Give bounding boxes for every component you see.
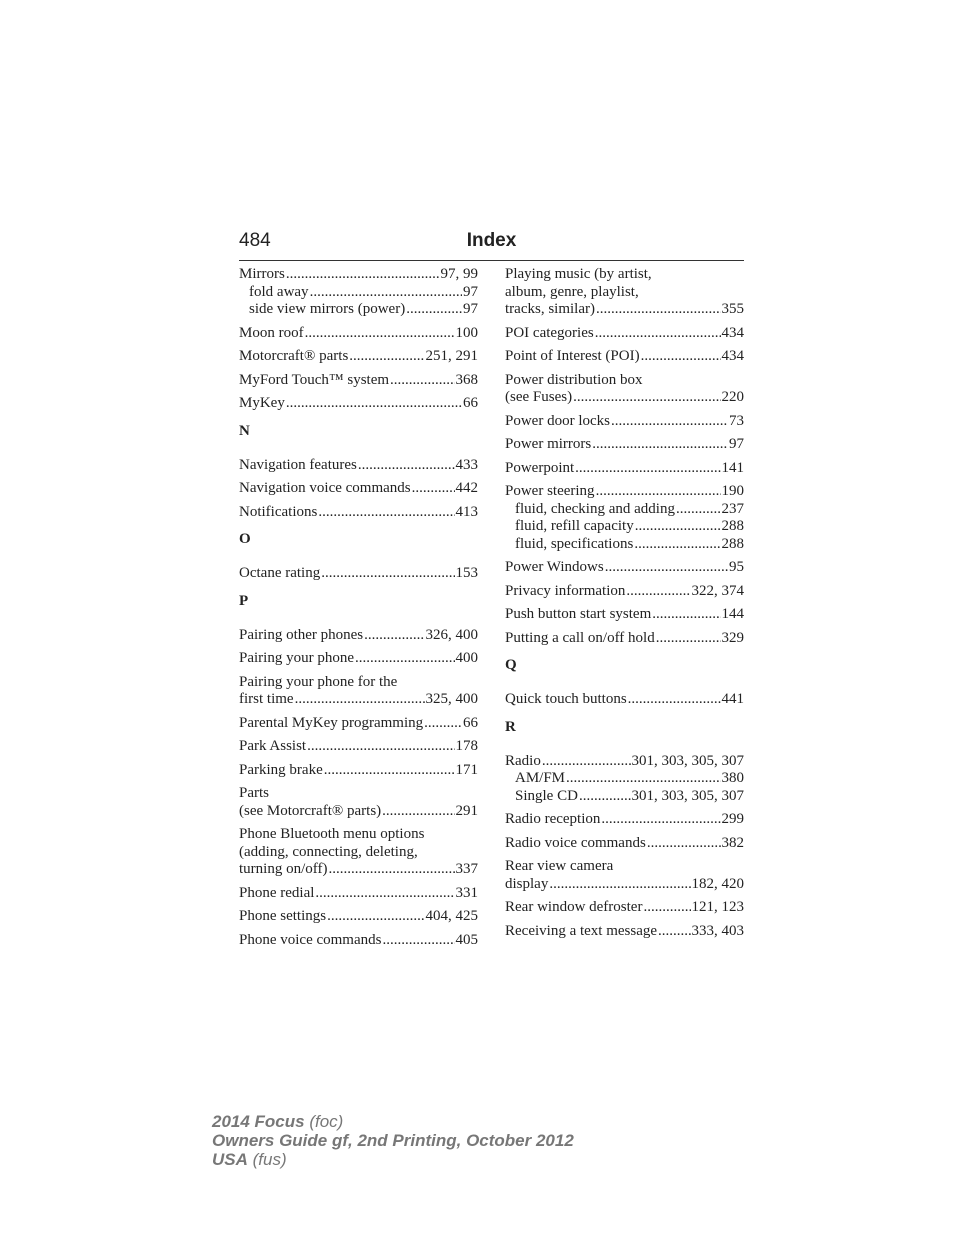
index-section-letter: Q	[505, 657, 517, 673]
index-entry	[505, 348, 744, 366]
index-entry	[505, 753, 744, 806]
entry-text: Moon roof	[239, 324, 304, 341]
dot-leader	[626, 583, 690, 601]
dot-leader	[643, 899, 690, 917]
entry-text: Pairing your phone for the	[239, 673, 398, 690]
dot-leader	[328, 861, 454, 879]
footer-line-2: Owners Guide gf, 2nd Printing, October 2012	[212, 1131, 574, 1150]
entry-page-numbers: 322, 374	[691, 582, 744, 599]
index-entry-line	[505, 325, 744, 343]
entry-text: (see Motorcraft® parts)	[239, 802, 382, 819]
index-section-letter: N	[239, 422, 250, 439]
entry-text: side view mirrors (power)	[249, 301, 406, 317]
entry-text: MyFord Touch™ system	[239, 371, 390, 388]
entry-text: Motorcraft® parts	[239, 348, 349, 364]
entry-page-numbers: 291	[455, 802, 478, 819]
entry-page-numbers: 141	[721, 459, 744, 476]
index-entry-line	[239, 785, 478, 803]
dot-leader	[305, 325, 455, 343]
dot-leader	[318, 504, 454, 522]
index-entry-line	[505, 811, 744, 829]
entry-text: Phone settings	[239, 908, 327, 924]
dot-leader	[573, 389, 720, 407]
index-subentry-line	[505, 536, 744, 554]
index-entry-line	[505, 436, 744, 454]
entry-text: Parking brake	[239, 761, 323, 778]
footer	[212, 1112, 574, 1169]
dot-leader	[566, 770, 720, 788]
dot-leader	[286, 395, 462, 413]
index-entry-line	[505, 876, 744, 894]
entry-page-numbers: 153	[455, 565, 478, 581]
index-entry-line	[505, 899, 744, 917]
index-entry	[239, 395, 478, 413]
entry-page-numbers: 433	[455, 456, 478, 473]
entry-text: Mirrors	[239, 266, 285, 282]
entry-page-numbers: 97	[463, 301, 478, 317]
entry-text: Phone redial	[239, 884, 315, 901]
dot-leader	[364, 627, 424, 645]
index-entry-line	[505, 266, 744, 284]
index-entry-line	[505, 348, 744, 366]
dot-leader	[295, 691, 425, 709]
index-subentry-line	[505, 518, 744, 536]
index-subentry-line	[505, 501, 744, 519]
index-entry	[239, 372, 478, 390]
index-entry-line	[239, 325, 478, 343]
entry-page-numbers: 434	[721, 324, 744, 341]
dot-leader	[349, 348, 424, 366]
entry-page-numbers: 301, 303, 305, 307	[631, 787, 744, 804]
index-entry-line	[239, 348, 478, 366]
entry-text: fold away	[249, 283, 309, 300]
dot-leader	[424, 715, 462, 733]
entry-text: Parts	[239, 785, 269, 801]
dot-leader	[390, 372, 454, 390]
entry-text: Quick touch buttons	[505, 691, 627, 707]
index-entry-line	[239, 480, 478, 498]
index-section-letter: R	[505, 718, 516, 735]
entry-page-numbers: 326, 400	[425, 626, 478, 643]
entry-text: (see Fuses)	[505, 389, 573, 405]
index-entry-line	[239, 565, 478, 583]
entry-page-numbers: 97	[729, 436, 744, 452]
index-entry	[505, 923, 744, 941]
entry-page-numbers: 413	[455, 503, 478, 520]
dot-leader	[382, 803, 454, 821]
entry-text: Navigation features	[239, 456, 357, 473]
entry-page-numbers: 144	[721, 606, 744, 622]
entry-page-numbers: 66	[463, 714, 478, 731]
index-entry-line	[239, 908, 478, 926]
index-entry-line	[505, 559, 744, 577]
entry-page-numbers: 325, 400	[425, 691, 478, 707]
entry-page-numbers: 171	[455, 761, 478, 778]
entry-page-numbers: 404, 425	[425, 908, 478, 924]
entry-page-numbers: 100	[455, 324, 478, 341]
entry-text: Push button start system	[505, 606, 652, 622]
index-entry-line	[505, 583, 744, 601]
index-entry-line	[505, 858, 744, 876]
index-entry	[505, 606, 744, 624]
dot-leader	[310, 284, 462, 302]
index-subentry-line	[505, 788, 744, 806]
index-entry	[239, 762, 478, 780]
entry-page-numbers: 337	[455, 861, 478, 877]
entry-text: POI categories	[505, 324, 594, 341]
index-entry-line	[505, 691, 744, 709]
index-subentry-line	[239, 284, 478, 302]
dot-leader	[592, 436, 728, 454]
entry-page-numbers: 331	[455, 884, 478, 901]
entry-page-numbers: 97, 99	[440, 266, 478, 282]
index-entry-line	[239, 803, 478, 821]
entry-text: Rear view camera	[505, 858, 614, 874]
index-entry	[239, 826, 478, 879]
dot-leader	[635, 518, 721, 536]
dot-leader	[307, 738, 454, 756]
index-entry-line	[239, 762, 478, 780]
entry-text: fluid, specifications	[515, 535, 634, 552]
index-entry-line	[505, 923, 744, 941]
index-entry	[239, 565, 478, 583]
index-entry	[239, 674, 478, 709]
index-subentry-line	[239, 301, 478, 319]
entry-page-numbers: 299	[721, 811, 744, 827]
index-entry-line	[505, 483, 744, 501]
entry-text: display	[505, 875, 549, 892]
entry-text: Power mirrors	[505, 436, 592, 452]
entry-page-numbers: 380	[721, 770, 744, 786]
entry-text: Radio voice commands	[505, 834, 646, 851]
dot-leader	[641, 348, 721, 366]
dot-leader	[596, 301, 721, 319]
entry-page-numbers: 434	[721, 348, 744, 364]
entry-text: Single CD	[515, 787, 578, 804]
index-entry	[239, 908, 478, 926]
entry-text: Privacy information	[505, 582, 626, 599]
index-entry-line	[239, 691, 478, 709]
index-entry-line	[505, 606, 744, 624]
entry-text: tracks, similar)	[505, 301, 595, 317]
dot-leader	[315, 885, 454, 903]
index-entry-line	[239, 885, 478, 903]
index-entry	[505, 460, 744, 478]
entry-page-numbers: 442	[455, 480, 478, 496]
entry-text: Navigation voice commands	[239, 480, 411, 496]
entry-text: Power distribution box	[505, 371, 643, 388]
entry-text: Powerpoint	[505, 459, 575, 476]
index-entry-line	[239, 715, 478, 733]
dot-leader	[542, 753, 631, 771]
entry-text: Power steering	[505, 483, 595, 499]
index-entry-line	[239, 395, 478, 413]
entry-text: Point of Interest (POI)	[505, 348, 640, 364]
entry-text: album, genre, playlist,	[505, 283, 639, 300]
index-entry	[239, 266, 478, 319]
index-section-letter: P	[239, 592, 249, 609]
entry-text: Octane rating	[239, 565, 321, 581]
index-subentry-line	[505, 770, 744, 788]
entry-text: Rear window defroster	[505, 899, 643, 915]
dot-leader	[601, 811, 720, 829]
entry-text: Pairing your phone	[239, 650, 354, 666]
index-entry-line	[505, 284, 744, 302]
entry-text: Playing music (by artist,	[505, 266, 652, 282]
index-entry-line	[505, 753, 744, 771]
index-entry-line	[239, 826, 478, 844]
entry-text: Phone voice commands	[239, 931, 382, 948]
index-entry	[239, 348, 478, 366]
dot-leader	[611, 413, 728, 431]
index-entry-line	[505, 389, 744, 407]
index-entry-line	[239, 372, 478, 390]
index-entry-line	[239, 674, 478, 692]
dot-leader	[382, 932, 454, 950]
entry-page-numbers: 220	[721, 389, 744, 405]
dot-leader	[596, 483, 721, 501]
entry-page-numbers: 333, 403	[691, 922, 744, 939]
dot-leader	[676, 501, 721, 519]
entry-text: Parental MyKey programming	[239, 714, 424, 731]
index-entry	[505, 858, 744, 893]
index-entry-line	[505, 413, 744, 431]
dot-leader	[634, 536, 720, 554]
footer-line-1: 2014 Focus (foc)	[212, 1112, 344, 1131]
entry-text: Radio reception	[505, 811, 601, 827]
index-entry	[239, 885, 478, 903]
entry-text: MyKey	[239, 395, 285, 411]
index-column-right	[505, 266, 744, 946]
entry-text: Radio	[505, 752, 541, 769]
dot-leader	[286, 266, 440, 284]
entry-text: fluid, checking and adding	[515, 500, 675, 517]
index-entry	[505, 691, 744, 709]
index-entry	[505, 583, 744, 601]
entry-page-numbers: 251, 291	[425, 348, 478, 364]
entry-page-numbers: 288	[721, 535, 744, 552]
index-entry-line	[505, 630, 744, 648]
index-column-left	[239, 266, 478, 955]
index-entry	[239, 325, 478, 343]
index-entry	[505, 413, 744, 431]
index-entry	[505, 372, 744, 407]
dot-leader	[575, 460, 720, 478]
dot-leader	[355, 650, 455, 668]
index-entry	[505, 325, 744, 343]
entry-text: turning on/off)	[239, 861, 328, 877]
dot-leader	[358, 457, 455, 475]
entry-text: Putting a call on/off hold	[505, 629, 655, 646]
entry-page-numbers: 190	[721, 483, 744, 499]
entry-text: first time	[239, 691, 294, 707]
index-entry	[239, 627, 478, 645]
dot-leader	[321, 565, 454, 583]
entry-text: Park Assist	[239, 738, 307, 754]
entry-text: fluid, refill capacity	[515, 518, 634, 534]
dot-leader	[605, 559, 728, 577]
index-entry	[239, 785, 478, 820]
dot-leader	[656, 630, 721, 648]
entry-text: Power door locks	[505, 412, 610, 429]
index-entry	[505, 559, 744, 577]
index-entry	[505, 436, 744, 454]
entry-page-numbers: 95	[729, 559, 744, 575]
index-entry-line	[505, 460, 744, 478]
index-entry	[505, 630, 744, 648]
dot-leader	[579, 788, 631, 806]
dot-leader	[412, 480, 455, 498]
dot-leader	[652, 606, 720, 624]
index-section-letter: O	[239, 531, 251, 547]
entry-page-numbers: 66	[463, 395, 478, 411]
index-entry	[239, 480, 478, 498]
entry-page-numbers: 301, 303, 305, 307	[631, 752, 744, 769]
index-entry-line	[239, 844, 478, 862]
dot-leader	[324, 762, 455, 780]
index-entry	[505, 811, 744, 829]
index-entry-line	[239, 650, 478, 668]
entry-page-numbers: 73	[729, 412, 744, 429]
dot-leader	[549, 876, 690, 894]
entry-page-numbers: 405	[455, 931, 478, 948]
index-entry-line	[239, 627, 478, 645]
index-entry	[239, 650, 478, 668]
dot-leader	[406, 301, 462, 319]
index-entry	[239, 504, 478, 522]
entry-page-numbers: 441	[721, 691, 744, 707]
index-entry-line	[505, 301, 744, 319]
entry-page-numbers: 329	[721, 629, 744, 646]
entry-page-numbers: 182, 420	[691, 875, 744, 892]
index-entry	[239, 715, 478, 733]
index-entry-line	[239, 457, 478, 475]
dot-leader	[628, 691, 721, 709]
entry-page-numbers: 178	[455, 738, 478, 754]
dot-leader	[658, 923, 690, 941]
index-entry	[505, 835, 744, 853]
index-entry	[505, 899, 744, 917]
index-entry-line	[239, 861, 478, 879]
entry-page-numbers: 237	[721, 500, 744, 517]
entry-page-numbers: 368	[455, 371, 478, 388]
index-entry-line	[239, 504, 478, 522]
entry-text: AM/FM	[515, 770, 566, 786]
entry-page-numbers: 121, 123	[691, 899, 744, 915]
index-entry	[239, 457, 478, 475]
entry-text: Receiving a text message	[505, 922, 658, 939]
entry-text: (adding, connecting, deleting,	[239, 843, 418, 860]
page-header	[239, 230, 744, 261]
dot-leader	[647, 835, 721, 853]
index-entry-line	[505, 372, 744, 390]
entry-text: Phone Bluetooth menu options	[239, 826, 425, 842]
dot-leader	[595, 325, 721, 343]
index-entry-line	[239, 738, 478, 756]
index-entry-line	[505, 835, 744, 853]
index-entry	[505, 483, 744, 553]
entry-text: Power Windows	[505, 559, 604, 575]
entry-page-numbers: 97	[463, 283, 478, 300]
index-entry-line	[239, 932, 478, 950]
entry-text: Pairing other phones	[239, 626, 364, 643]
entry-text: Notifications	[239, 503, 318, 520]
index-entry	[239, 738, 478, 756]
index-entry-line	[239, 266, 478, 284]
dot-leader	[327, 908, 424, 926]
index-entry	[239, 932, 478, 950]
entry-page-numbers: 288	[721, 518, 744, 534]
index-entry	[505, 266, 744, 319]
entry-page-numbers: 400	[455, 650, 478, 666]
entry-page-numbers: 355	[721, 301, 744, 317]
page-title: Index	[466, 230, 517, 251]
page-number: 484	[239, 230, 271, 251]
footer-line-3: USA (fus)	[212, 1150, 287, 1169]
entry-page-numbers: 382	[721, 834, 744, 851]
